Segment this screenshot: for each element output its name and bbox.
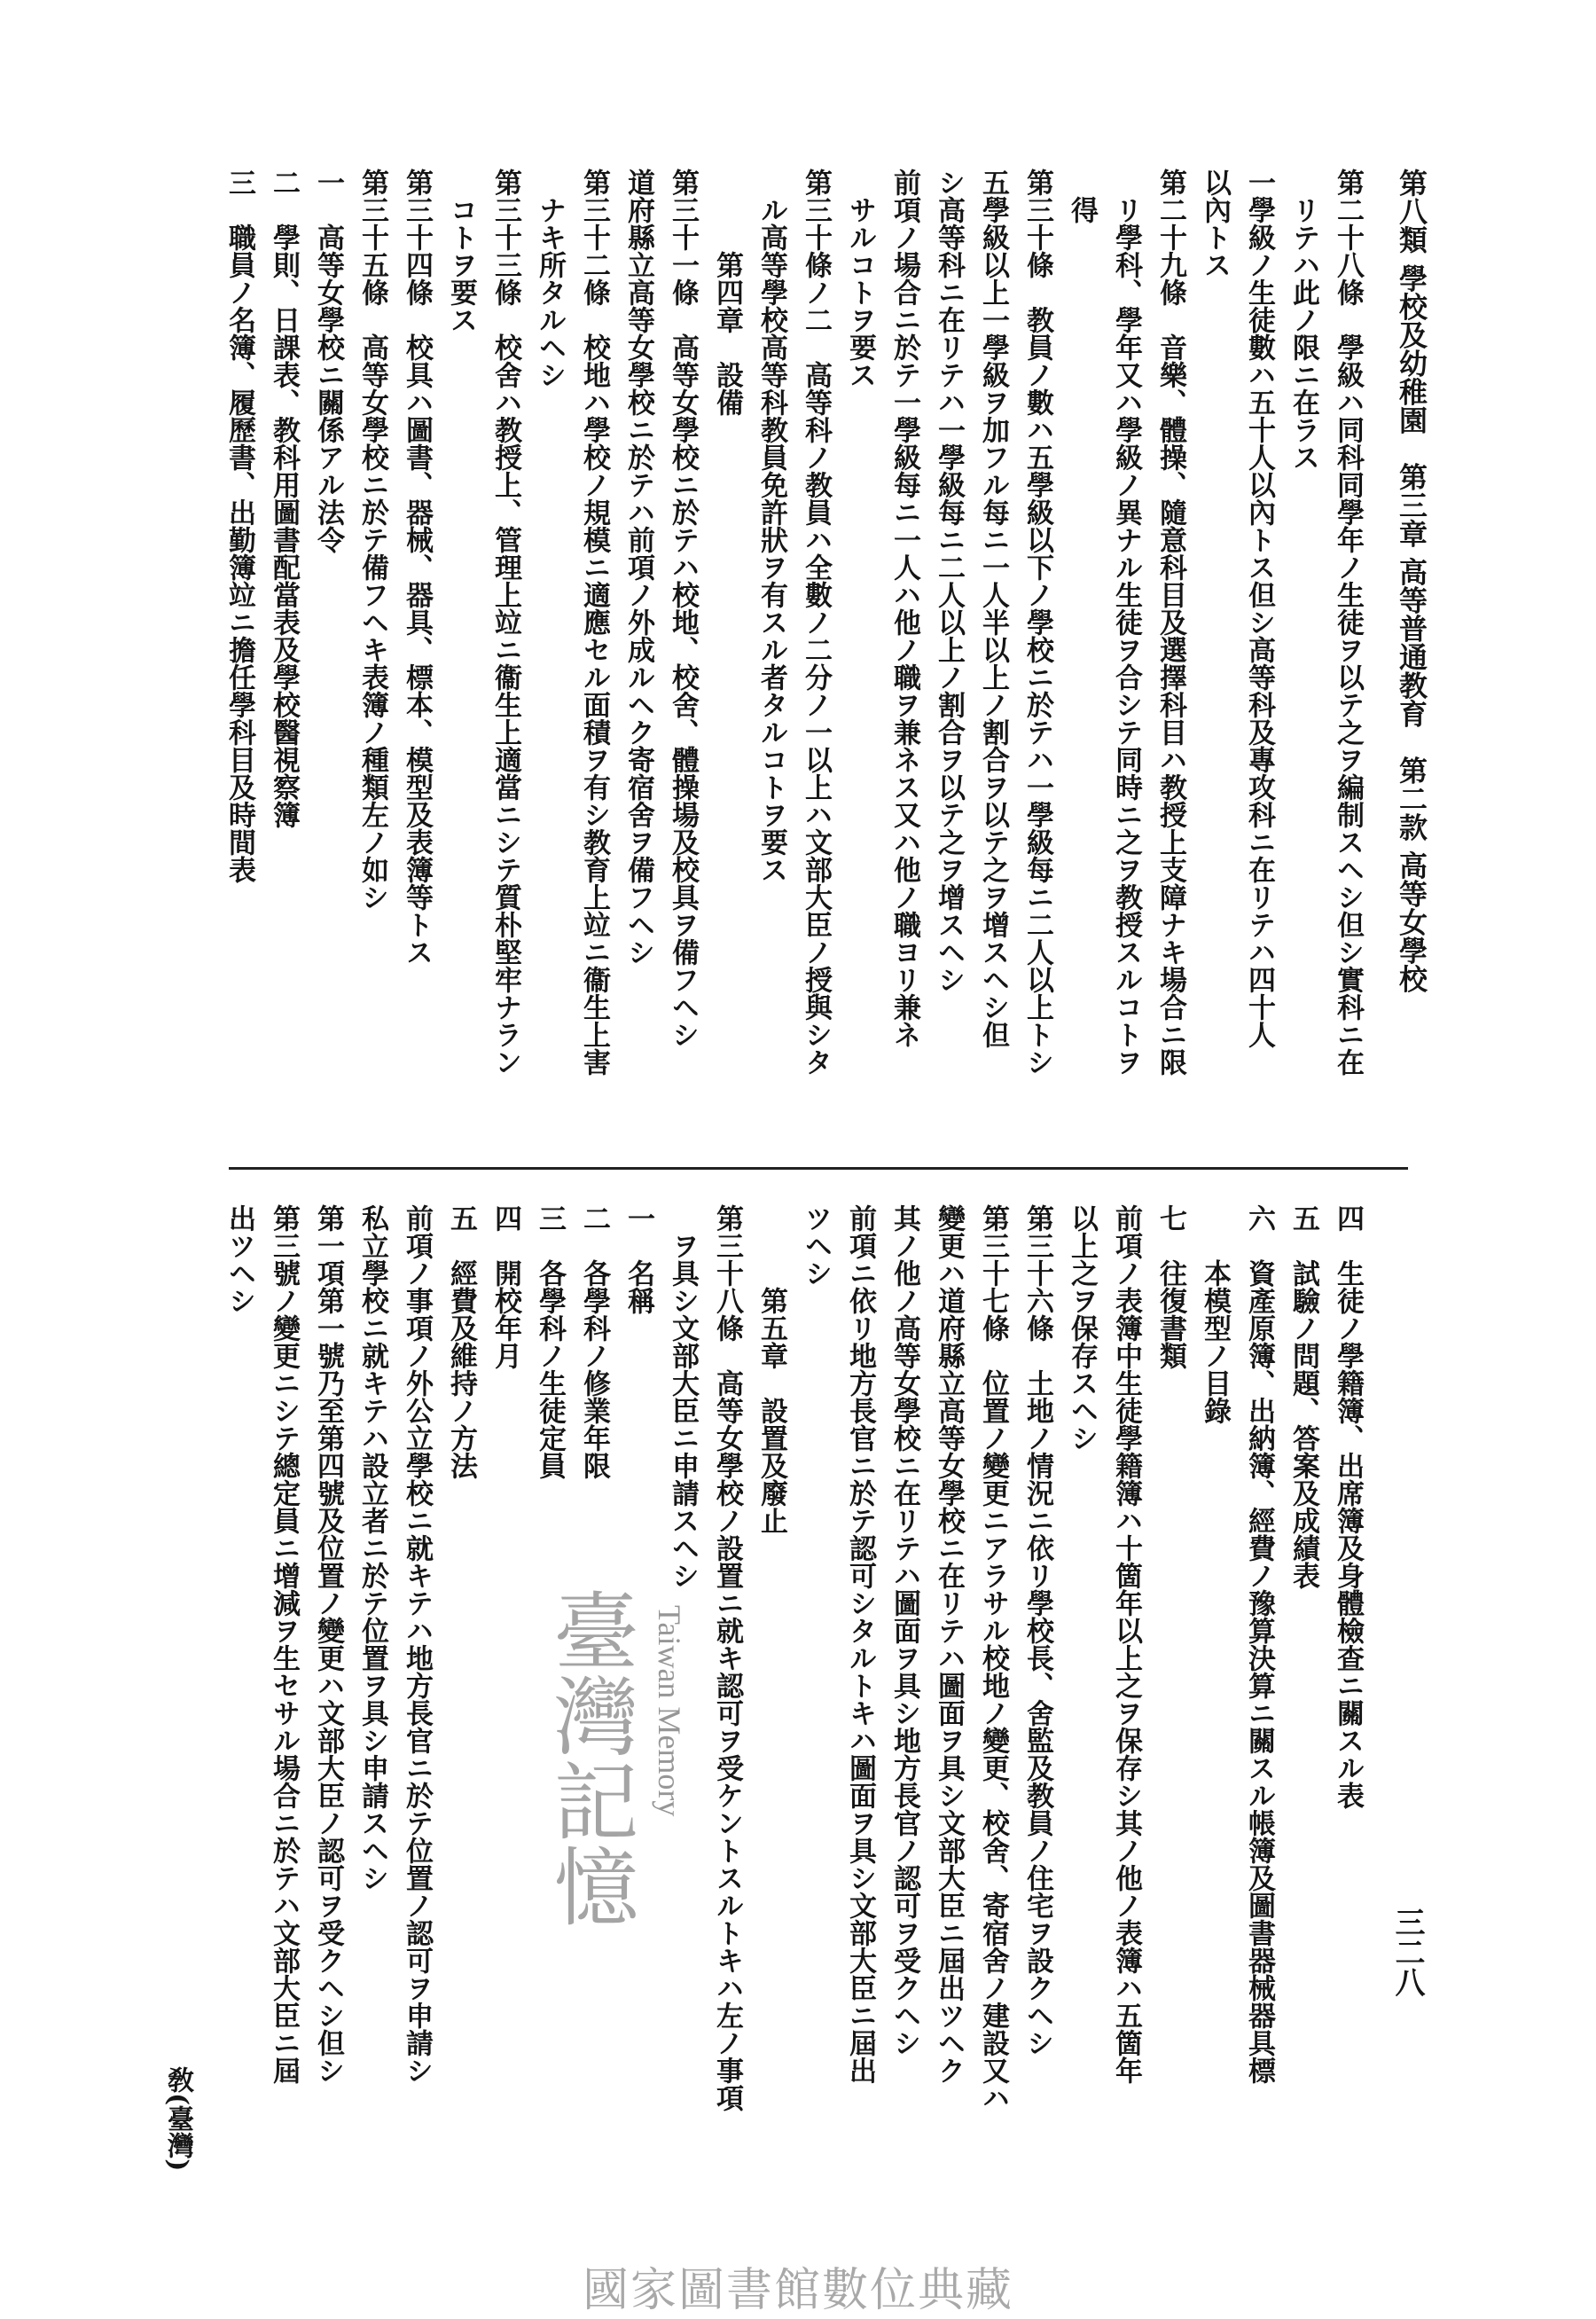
text-column <box>838 168 882 1153</box>
text-column <box>1326 168 1370 1153</box>
column-text: 一學級ノ生徒數ハ五十人以內トス但シ高等科及專攻科ニ在リテハ四十人 <box>1243 168 1275 1048</box>
watermark-english: Taiwan Memory <box>652 1605 687 1817</box>
column-text: 土地ノ情況ニ依リ學校長、舍監及教員ノ住宅ヲ設クヘシ <box>1021 1342 1053 2057</box>
column-text: 二 各學科ノ修業年限 <box>578 1204 610 1479</box>
column-text: リ學科、學年又ハ學級ノ異ナル生徒ヲ合シテ同時ニ之ヲ教授スルコトヲ <box>1110 168 1142 1076</box>
column-text: 六 資產原簿、出納簿、經費ノ豫算決算ニ關スル帳簿及圖書器械器具標 <box>1243 1204 1275 2084</box>
text-column <box>971 1204 1015 2171</box>
text-column <box>749 1204 794 2171</box>
article-heading: 第三十三條 <box>489 168 521 306</box>
text-column <box>661 1204 705 2171</box>
article-heading: 第三十條 <box>1021 168 1053 278</box>
column-text: 第三號ノ變更ニシテ總定員ニ增減ヲ生セサル場合ニ於テハ文部大臣ニ屆 <box>268 1204 300 2084</box>
text-column <box>395 1204 439 2171</box>
column-text: 變更ハ道府縣立高等女學校ニ在リテハ圖面ヲ具シ文部大臣ニ屆出ツヘク <box>933 1204 965 2084</box>
text-column <box>350 1204 395 2171</box>
text-column <box>1193 168 1237 1153</box>
column-text: 校地ハ學校ノ規模ニ適應セル面積ヲ有シ教育上竝ニ衞生上害 <box>578 306 610 1076</box>
watermark-chinese: 臺灣記憶 <box>540 1587 639 1928</box>
text-column <box>528 1204 572 2171</box>
footer-signature: 敎(臺灣) <box>162 2066 193 2172</box>
article-heading: 第三十條ノ二 <box>800 168 832 333</box>
text-column <box>572 168 616 1153</box>
article-heading: 第三十七條 <box>977 1204 1009 1342</box>
article-heading: 第二十八條 <box>1332 168 1364 306</box>
column-text: 出ツヘシ <box>223 1204 255 1314</box>
text-column <box>217 1204 262 2171</box>
text-column <box>1060 168 1104 1153</box>
text-column <box>616 1204 661 2171</box>
text-column <box>1237 168 1281 1153</box>
text-column <box>350 168 395 1153</box>
article-heading: 第五章 設置及廢止 <box>755 1204 787 1534</box>
column-text: ル高等學校高等科教員免許狀ヲ有スル者タルコトヲ要ス <box>755 168 787 883</box>
text-column <box>749 168 794 1153</box>
column-text: 前項ノ事項ノ外公立學校ニ就キテハ地方長官ニ於テ位置ノ認可ヲ申請シ <box>401 1204 433 2084</box>
text-column <box>927 168 971 1153</box>
text-column <box>1281 168 1326 1153</box>
text-column <box>262 168 306 1153</box>
text-column <box>1104 168 1148 1153</box>
article-heading: 第三十五條 <box>356 168 388 306</box>
column-text: ナキ所タルヘシ <box>534 168 566 388</box>
column-text: 一 高等女學校ニ關係アル法令 <box>312 168 344 553</box>
text-column <box>306 1204 350 2171</box>
upper-text-block <box>217 168 1370 1153</box>
column-text: 前項ノ表簿中生徒學籍簿ハ十箇年以上之ヲ保存シ其ノ他ノ表簿ハ五箇年 <box>1110 1204 1142 2084</box>
column-text: 以內トス <box>1199 168 1231 278</box>
column-text: 第一項第一號乃至第四號及位置ノ變更ハ文部大臣ノ認可ヲ受クヘシ但シ <box>312 1204 344 2084</box>
column-text: 五學級以上一學級ヲ加フル每ニ一人半以上ノ割合ヲ以テ之ヲ增スヘシ但 <box>977 168 1009 1048</box>
text-column <box>1326 1204 1370 2171</box>
article-heading: 第三十六條 <box>1021 1204 1053 1342</box>
text-column <box>705 168 749 1153</box>
column-text: 五 經費及維持ノ方法 <box>445 1204 477 1479</box>
column-text: 前項ニ依リ地方長官ニ於テ認可シタルトキハ圖面ヲ具シ文部大臣ニ屆出 <box>844 1204 876 2084</box>
article-heading: 第四章 設備 <box>711 168 743 416</box>
text-column <box>306 168 350 1153</box>
column-text: 道府縣立高等女學校ニ於テハ前項ノ外成ルヘク寄宿舍ヲ備フヘシ <box>622 168 654 966</box>
text-column <box>217 168 262 1153</box>
column-text: サルコトヲ要ス <box>844 168 876 388</box>
archive-credit: 國家圖書館數位典藏 <box>582 2265 1013 2316</box>
text-column <box>794 168 838 1153</box>
column-text: 以上之ヲ保存スヘシ <box>1066 1204 1098 1452</box>
column-text: 四 開校年月 <box>489 1204 521 1369</box>
text-column <box>1104 1204 1148 2171</box>
text-column <box>395 168 439 1153</box>
column-text: 高等女學校ニ於テ備フヘキ表簿ノ種類左ノ如シ <box>356 306 388 911</box>
column-text: ツヘシ <box>800 1204 832 1287</box>
article-heading: 第三十四條 <box>401 168 433 306</box>
column-text: 七 往復書類 <box>1154 1204 1186 1369</box>
text-column <box>1060 1204 1104 2171</box>
text-column <box>483 168 528 1153</box>
column-text: 私立學校ニ就キテハ設立者ニ於テ位置ヲ具シ申請スヘシ <box>356 1204 388 1892</box>
column-text: リテハ此ノ限ニ在ラス <box>1287 168 1319 471</box>
column-text: 三 職員ノ名簿、履歷書、出勤簿竝ニ擔任學科目及時間表 <box>223 168 255 883</box>
column-text: 高等科ノ教員ハ全數ノ二分ノ一以上ハ文部大臣ノ授與シタ <box>800 333 832 1076</box>
column-text: シ高等科ニ在リテハ一學級每ニ二人以上ノ割合ヲ以テ之ヲ增スヘシ <box>933 168 965 993</box>
column-text: 三 各學科ノ生徒定員 <box>534 1204 566 1479</box>
text-column <box>1148 1204 1193 2171</box>
column-text: 得 <box>1066 168 1098 223</box>
column-text: 一 名稱 <box>622 1204 654 1314</box>
column-text: 本模型ノ目錄 <box>1199 1204 1231 1424</box>
text-column <box>1193 1204 1237 2171</box>
text-column <box>483 1204 528 2171</box>
text-column <box>1015 168 1060 1153</box>
running-header <box>1381 168 1434 1153</box>
text-column <box>439 1204 483 2171</box>
column-text: 前項ノ場合ニ於テ一學級每ニ一人ハ他ノ職ヲ兼ネス又ハ他ノ職ヨリ兼ネ <box>888 168 920 1048</box>
text-column <box>927 1204 971 2171</box>
lower-text-block <box>217 1204 1370 2171</box>
text-column <box>1237 1204 1281 2171</box>
article-heading: 第三十八條 <box>711 1204 743 1342</box>
column-text: 學級ハ同科同學年ノ生徒ヲ以テ之ヲ編制スヘシ但シ實科ニ在 <box>1332 306 1364 1076</box>
running-header-text: 第八類 學校及幼稚園 第三章 高等普通教育 第二款 高等女學校 <box>1395 168 1428 993</box>
text-column <box>1281 1204 1326 2171</box>
text-column <box>439 168 483 1153</box>
text-column <box>1148 168 1193 1153</box>
text-column <box>705 1204 749 2171</box>
text-column <box>838 1204 882 2171</box>
column-text: 高等女學校ニ於テハ校地、校舍、體操場及校具ヲ備フヘシ <box>667 306 699 1048</box>
text-column <box>262 1204 306 2171</box>
column-text: 教員ノ數ハ五學級以下ノ學校ニ於テハ一學級每ニ二人以上トシ <box>1021 278 1053 1076</box>
column-text: 位置ノ變更ニアラサル校地ノ變更、校舍、寄宿舍ノ建設又ハ <box>977 1342 1009 2111</box>
text-column <box>661 168 705 1153</box>
column-text: 四 生徒ノ學籍簿、出席簿及身體檢查ニ關スル表 <box>1332 1204 1364 1809</box>
text-column <box>794 1204 838 2171</box>
column-text: 高等女學校ノ設置ニ就キ認可ヲ受ケントスルトキハ左ノ事項 <box>711 1342 743 2111</box>
text-column <box>572 1204 616 2171</box>
column-text: 五 試驗ノ問題、答案及成績表 <box>1287 1204 1319 1589</box>
text-column <box>528 168 572 1153</box>
section-divider <box>229 1167 1408 1170</box>
text-column <box>1015 1204 1060 2171</box>
column-text: 音樂、體操、隨意科目及選擇科目ハ教授上支障ナキ場合ニ限 <box>1154 306 1186 1076</box>
text-column <box>882 168 927 1153</box>
text-column <box>882 1204 927 2171</box>
article-heading: 第三十二條 <box>578 168 610 306</box>
column-text: 二 學則、日課表、教科用圖書配當表及學校醫視察簿 <box>268 168 300 828</box>
article-heading: 第三十一條 <box>667 168 699 306</box>
column-text: 校具ハ圖書、器械、器具、標本、模型及表簿等トス <box>401 306 433 966</box>
column-text: 其ノ他ノ高等女學校ニ在リテハ圖面ヲ具シ地方長官ノ認可ヲ受クヘシ <box>888 1204 920 2057</box>
column-text: コトヲ要ス <box>445 168 477 333</box>
column-text: ヲ具シ文部大臣ニ申請スヘシ <box>667 1204 699 1589</box>
article-heading: 第二十九條 <box>1154 168 1186 306</box>
page-number: 三二八 <box>1389 1907 1425 1997</box>
text-column <box>971 168 1015 1153</box>
text-column <box>616 168 661 1153</box>
column-text: 校舍ハ教授上、管理上竝ニ衞生上適當ニシテ質朴堅牢ナラン <box>489 306 521 1076</box>
